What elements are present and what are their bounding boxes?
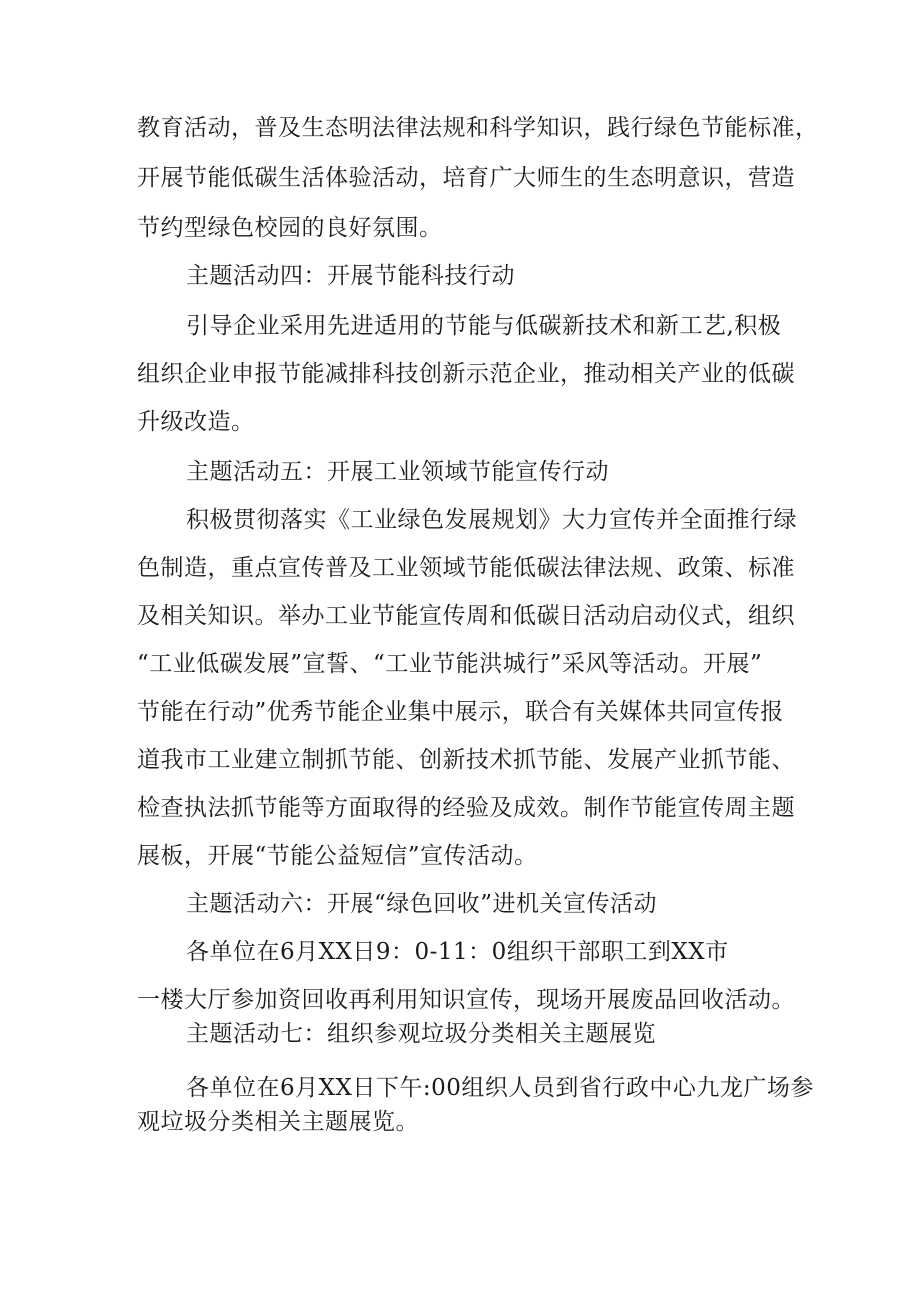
text-line: 各单位在6月XX日9：0-11：0组织干部职工到XX市 — [186, 939, 729, 965]
section-heading: 主题活动七：组织参观垃圾分类相关主题展览 — [186, 1021, 656, 1047]
text-line: 升级改造。 — [137, 409, 255, 435]
text-line: 各单位在6月XX日下午:00组织人员到省行政中心九龙广场参 — [186, 1075, 814, 1101]
text-line: 道我市工业建立制抓节能、创新技术抓节能、发展产业抓节能、 — [137, 747, 795, 773]
text-line: 检查执法抓节能等方面取得的经验及成效。制作节能宣传周主题 — [137, 795, 795, 821]
section-heading: 主题活动五：开展工业领域节能宣传行动 — [186, 459, 609, 485]
text-line: 一楼大厅参加资回收再利用知识宣传，现场开展废品回收活动。 — [137, 987, 795, 1013]
text-line: 色制造，重点宣传普及工业领域节能低碳法律法规、政策、标准 — [137, 555, 795, 581]
text-line: “工业低碳发展”宣誓、“工业节能洪城行”采风等活动。开展” — [137, 651, 763, 677]
section-heading: 主题活动四：开展节能科技行动 — [186, 263, 515, 289]
text-line: 节约型绿色校园的良好氛围。 — [137, 215, 443, 241]
text-line: 引导企业采用先进适用的节能与低碳新技术和新工艺,积极 — [186, 313, 782, 339]
text-line: 展板，开展“节能公益短信”宣传活动。 — [137, 843, 538, 869]
text-line: 节能在行动”优秀节能企业集中展示，联合有关媒体共同宣传报 — [137, 699, 784, 725]
text-line: 组织企业申报节能减排科技创新示范企业，推动相关产业的低碳 — [137, 361, 795, 387]
text-line: 开展节能低碳生活体验活动，培育广大师生的生态明意识，营造 — [137, 165, 795, 191]
section-heading: 主题活动六：开展“绿色回收”进机关宣传活动 — [186, 891, 658, 917]
text-line: 积极贯彻落实《工业绿色发展规划》大力宣传并全面推行绿 — [186, 507, 797, 533]
text-line: 观垃圾分类相关主题展览。 — [137, 1109, 419, 1135]
text-line: 教育活动，普及生态明法律法规和科学知识，践行绿色节能标准， — [137, 115, 819, 141]
text-line: 及相关知识。举办工业节能宣传周和低碳日活动启动仪式，组织 — [137, 603, 795, 629]
